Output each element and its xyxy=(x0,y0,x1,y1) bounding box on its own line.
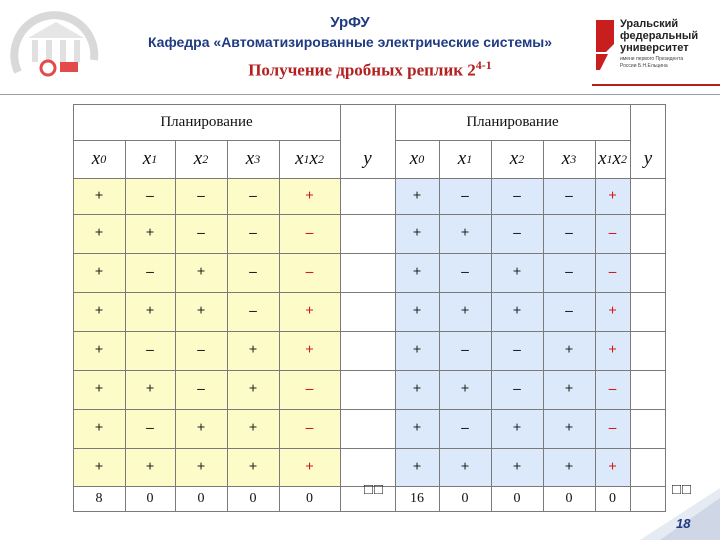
sign-cell: + xyxy=(196,264,206,280)
sign-cell: – xyxy=(146,187,154,204)
column-sum: 0 xyxy=(306,491,313,506)
sign-cell: + xyxy=(305,458,314,475)
sign-cell: + xyxy=(94,420,104,436)
sign-cell: – xyxy=(608,264,617,280)
header-left-x1: x 1 xyxy=(142,148,158,169)
sign-cell: + xyxy=(608,458,617,475)
sign-cell: – xyxy=(461,342,469,358)
column-sum: 0 xyxy=(249,491,257,506)
department-name: Кафедра «Автоматизированные электрические системы» xyxy=(147,34,553,50)
sign-cell: – xyxy=(197,381,205,397)
sign-cell: – xyxy=(146,342,154,358)
sign-cell: + xyxy=(94,458,104,475)
fractional-replica-table xyxy=(73,104,693,512)
slide-title: Получение дробных реплик 2$^{4-1}$ xyxy=(248,58,492,80)
sign-cell: + xyxy=(512,303,522,319)
sign-cell: – xyxy=(305,420,314,436)
sign-cell: + xyxy=(564,458,574,475)
sign-cell: – xyxy=(513,342,521,358)
sign-cell: + xyxy=(512,458,522,475)
corner-decoration xyxy=(640,488,720,540)
sign-cell: + xyxy=(145,381,155,397)
sign-cell: – xyxy=(305,264,314,280)
sign-cell: + xyxy=(305,342,314,358)
sign-cell: + xyxy=(412,420,422,436)
sign-cell: + xyxy=(248,381,258,397)
sign-cell: + xyxy=(412,458,422,475)
plan-label-right: Планирование xyxy=(466,113,559,130)
sign-cell: + xyxy=(412,225,422,241)
urfu-university-logo xyxy=(592,14,716,78)
sign-cell: – xyxy=(461,420,469,436)
sign-cell: + xyxy=(145,225,155,241)
header-left-x3: x 3 xyxy=(245,148,261,169)
plan-label-left: Планирование xyxy=(160,113,253,130)
header-left-x2: x 2 xyxy=(193,148,209,169)
sign-cell: + xyxy=(94,264,104,280)
sign-cell: + xyxy=(412,303,422,319)
sign-cell: + xyxy=(94,381,104,397)
sign-cell: – xyxy=(197,342,205,358)
sign-cell: + xyxy=(248,420,258,436)
sign-cell: – xyxy=(197,225,205,241)
logo-small-1: имени первого Президента xyxy=(620,56,684,62)
sign-cell: + xyxy=(248,458,258,475)
sign-cell: – xyxy=(513,225,521,241)
header-left-y: y xyxy=(363,148,372,169)
sign-cell: – xyxy=(565,264,573,280)
column-sum: 0 xyxy=(513,491,521,506)
sign-cell: – xyxy=(197,187,205,204)
sign-cell: – xyxy=(146,420,154,436)
header-right-x3: x 3 xyxy=(561,148,577,169)
sign-cell: + xyxy=(145,458,155,475)
sign-cell: – xyxy=(565,187,573,204)
sign-cell: + xyxy=(94,342,104,358)
sign-cell: – xyxy=(461,187,469,204)
column-sum: 8 xyxy=(95,491,103,506)
sign-cell: – xyxy=(608,381,617,397)
sign-cell: + xyxy=(305,303,314,319)
sign-cell: – xyxy=(146,264,154,280)
sign-cell: – xyxy=(249,225,257,241)
column-sum: 0 xyxy=(146,491,154,506)
sign-cell: – xyxy=(513,187,521,204)
sign-cell: + xyxy=(94,225,104,241)
sign-cell: + xyxy=(94,187,104,204)
logo-word-1: Уральский xyxy=(620,18,679,30)
org-name: УрФУ xyxy=(330,14,370,31)
sign-cell: + xyxy=(460,381,470,397)
header-right-x1: x 1 xyxy=(457,148,473,169)
sign-cell: + xyxy=(412,381,422,397)
sign-cell: + xyxy=(196,420,206,436)
header-right-x1x2: x 1 x 2 xyxy=(598,148,627,169)
logo-word-3: университет xyxy=(620,42,689,54)
sign-cell: + xyxy=(412,187,422,204)
sign-cell: – xyxy=(305,381,314,397)
column-sum: 16 xyxy=(410,491,424,506)
sign-cell: + xyxy=(145,303,155,319)
sign-cell: – xyxy=(513,381,521,397)
page-number: 18 xyxy=(676,516,691,531)
column-sum: 0 xyxy=(461,491,469,506)
column-sum: 0 xyxy=(565,491,573,506)
column-sum: 0 xyxy=(197,491,205,506)
sign-cell: + xyxy=(196,303,206,319)
header-left-x1x2: x 1 x 2 xyxy=(295,148,324,169)
header-right-y: y xyxy=(643,148,653,169)
sign-cell: – xyxy=(608,420,617,436)
placeholder-glyph-left: □□ xyxy=(363,481,385,498)
header-right-x2: x 2 xyxy=(509,148,525,169)
logo-word-2: федеральный xyxy=(620,30,699,42)
sign-cell: + xyxy=(94,303,104,319)
sign-cell: + xyxy=(608,342,617,358)
sign-cell: + xyxy=(608,303,617,319)
sign-cell: – xyxy=(249,187,257,204)
logo-small-2: России Б.Н.Ельцина xyxy=(620,63,668,69)
sign-cell: + xyxy=(608,187,617,204)
sign-cell: + xyxy=(248,342,258,358)
sign-cell: + xyxy=(412,342,422,358)
sign-cell: – xyxy=(565,225,573,241)
sign-cell: – xyxy=(565,303,573,319)
placeholder-glyph-right: □□ xyxy=(671,481,693,498)
sign-cell: + xyxy=(512,420,522,436)
header-red-rule xyxy=(592,84,720,86)
header-left-x0: x 0 xyxy=(91,148,107,169)
sign-cell: – xyxy=(608,225,617,241)
sign-cell: + xyxy=(196,458,206,475)
sign-cell: + xyxy=(460,225,470,241)
sign-cell: + xyxy=(512,264,522,280)
sign-cell: + xyxy=(460,458,470,475)
column-sum: 0 xyxy=(609,491,616,506)
sign-cell: + xyxy=(564,381,574,397)
sign-cell: + xyxy=(305,187,314,204)
title-exponent: 4-1 xyxy=(475,58,492,72)
sign-cell: – xyxy=(249,264,257,280)
sign-cell: – xyxy=(305,225,314,241)
sign-cell: + xyxy=(564,420,574,436)
urfu-emblem-logo xyxy=(8,8,104,86)
header-right-x0: x 0 xyxy=(409,148,425,169)
sign-cell: + xyxy=(412,264,422,280)
header-divider xyxy=(0,94,720,95)
sign-cell: – xyxy=(249,303,257,319)
sign-cell: – xyxy=(461,264,469,280)
sign-cell: + xyxy=(564,342,574,358)
sign-cell: + xyxy=(460,303,470,319)
